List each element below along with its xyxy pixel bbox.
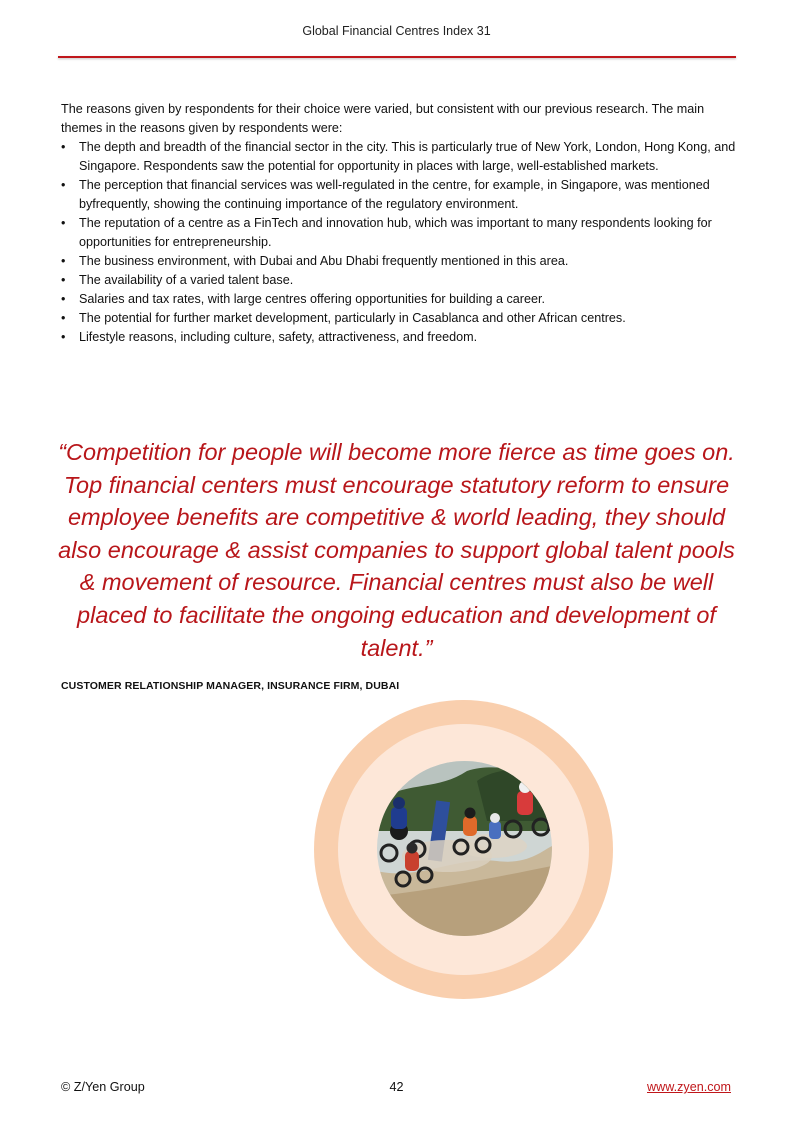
list-item: • The depth and breadth of the financial sector in the city. This is particularly true of New York, London, Hong Kong, and Singapore. Respondents saw the potential for opportunity in places with large, well-established markets.	[61, 138, 737, 176]
motocross-photo	[377, 761, 552, 936]
footer-copyright: © Z/Yen Group	[61, 1080, 145, 1094]
header-divider	[58, 56, 736, 58]
list-item: • The business environment, with Dubai and Abu Dhabi frequently mentioned in this area.	[61, 252, 737, 271]
page-header-title: Global Financial Centres Index 31	[302, 24, 491, 38]
list-item: • The availability of a varied talent base.	[61, 271, 737, 290]
pull-quote: “Competition for people will become more fierce as time goes on. Top financial centers must encourage statutory reform to ensure employee benefits are competitive & world leading, they should also encourage & assist companies to support global talent pools & movement of resource. Financial centres must also be well placed to facilitate the ongoing education and development of talent.”	[58, 439, 735, 661]
list-item: • The perception that financial services was well-regulated in the centre, for example, in Singapore, was mentioned byfrequently, showing the continuing importance of the regulatory environment.	[61, 176, 737, 214]
list-item: • The reputation of a centre as a FinTech and innovation hub, which was important to many respondents looking for opportunities for entrepreneurship.	[61, 214, 737, 252]
reasons-list	[61, 138, 737, 347]
intro-paragraph: The reasons given by respondents for their choice were varied, but consistent with our previous research. The main themes in the reasons given by respondents were:	[61, 102, 705, 135]
quote-attribution: CUSTOMER RELATIONSHIP MANAGER, INSURANCE FIRM, DUBAI	[61, 680, 400, 692]
list-item: • Salaries and tax rates, with large centres offering opportunities for building a career.	[61, 290, 737, 309]
list-item: • Lifestyle reasons, including culture, safety, attractiveness, and freedom.	[61, 328, 737, 347]
page-number: 42	[389, 1080, 404, 1094]
list-item: • The potential for further market development, particularly in Casablanca and other African centres.	[61, 309, 737, 328]
website-link[interactable]: www.zyen.com	[647, 1080, 731, 1094]
